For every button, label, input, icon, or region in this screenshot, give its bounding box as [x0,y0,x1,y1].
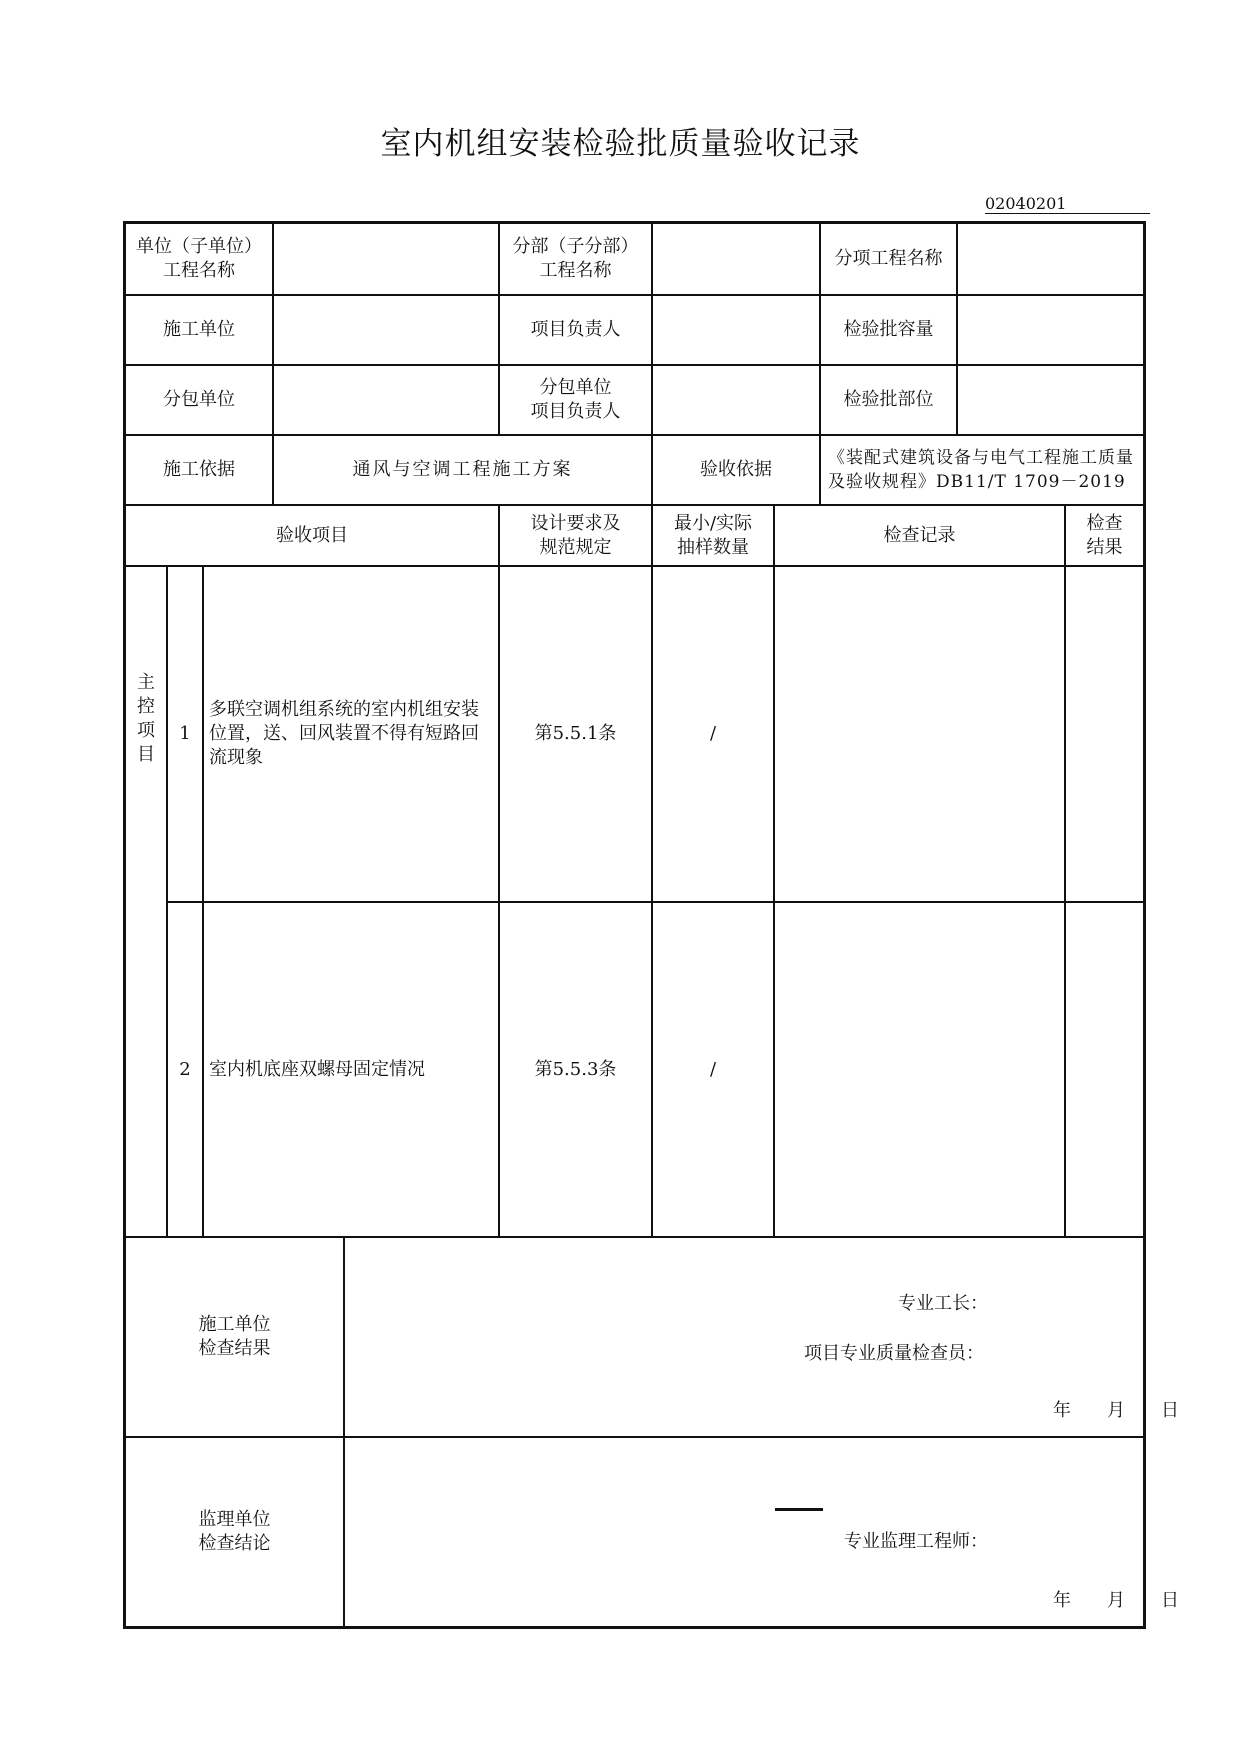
construction-basis-label: 施工依据 [163,459,235,480]
item-2-text: 室内机底座双螺母固定情况 [209,1058,425,1080]
form-code: 02040201 [985,194,1150,214]
batch-capacity-field[interactable] [958,296,1143,364]
division-project-name-label: 分部（子分部） 工程名称 [512,236,639,281]
batch-capacity-label: 检验批容量 [843,319,934,340]
construction-basis-value[interactable]: 通风与空调工程施工方案 [352,459,573,480]
col-header-record: 检查记录 [883,524,956,546]
item-2-sample[interactable]: / [709,1058,717,1080]
col-header-sample: 最小/实际 抽样数量 [673,512,753,558]
subcontractor-leader-field[interactable] [653,366,819,434]
project-leader-label: 项目负责人 [530,319,621,340]
acceptance-basis-value: 《装配式建筑设备与电气工程施工质量及验收规程》DB11/T 1709－2019 [828,448,1134,492]
construction-unit-label: 施工单位 [163,319,235,340]
subcontractor-label: 分包单位 [163,389,235,410]
supervision-check-date: 年 月 日 [1053,1590,1179,1611]
supervision-check-label: 监理单位 检查结论 [198,1509,271,1554]
unit-project-name-label: 单位（子单位） 工程名称 [136,236,262,281]
item-project-name-label: 分项工程名称 [834,248,943,269]
item-1-number: 1 [179,723,191,744]
subcontractor-leader-label: 分包单位 项目负责人 [530,377,621,422]
col-header-item: 验收项目 [276,524,348,546]
col-header-result: 检查 结果 [1086,512,1123,558]
construction-check-date: 年 月 日 [1053,1400,1179,1421]
dash-mark [775,1508,823,1511]
item-1-result[interactable] [1066,567,1143,901]
quality-inspector-signature-label: 项目专业质量检查员： [804,1343,984,1364]
item-1-clause: 第5.5.1条 [534,723,617,744]
item-1-sample[interactable]: / [709,723,717,744]
construction-unit-field[interactable] [274,296,498,364]
division-project-name-field[interactable] [653,224,819,294]
subcontractor-field[interactable] [274,366,498,434]
foreman-signature-label: 专业工长： [898,1293,988,1314]
item-2-clause: 第5.5.3条 [534,1058,617,1080]
project-leader-field[interactable] [653,296,819,364]
unit-project-name-field[interactable] [274,224,498,294]
item-project-name-field[interactable] [958,224,1143,294]
item-1-record[interactable] [775,567,1064,901]
acceptance-basis-label: 验收依据 [700,459,772,480]
page-title: 室内机组安装检验批质量验收记录 [380,126,861,162]
supervision-engineer-signature-label: 专业监理工程师： [844,1531,988,1552]
construction-check-label: 施工单位 检查结果 [198,1314,271,1359]
batch-location-field[interactable] [958,366,1143,434]
item-2-result[interactable] [1066,903,1143,1236]
item-2-number: 2 [179,1058,191,1080]
batch-location-label: 检验批部位 [843,389,934,410]
main-control-label: 主控项目 [137,672,155,765]
col-header-design: 设计要求及 规范规定 [530,512,621,558]
item-1-text: 多联空调机组系统的室内机组安装位置，送、回风装置不得有短路回流现象 [209,699,479,768]
acceptance-record-table [123,221,1179,1629]
item-2-record[interactable] [775,903,1064,1236]
